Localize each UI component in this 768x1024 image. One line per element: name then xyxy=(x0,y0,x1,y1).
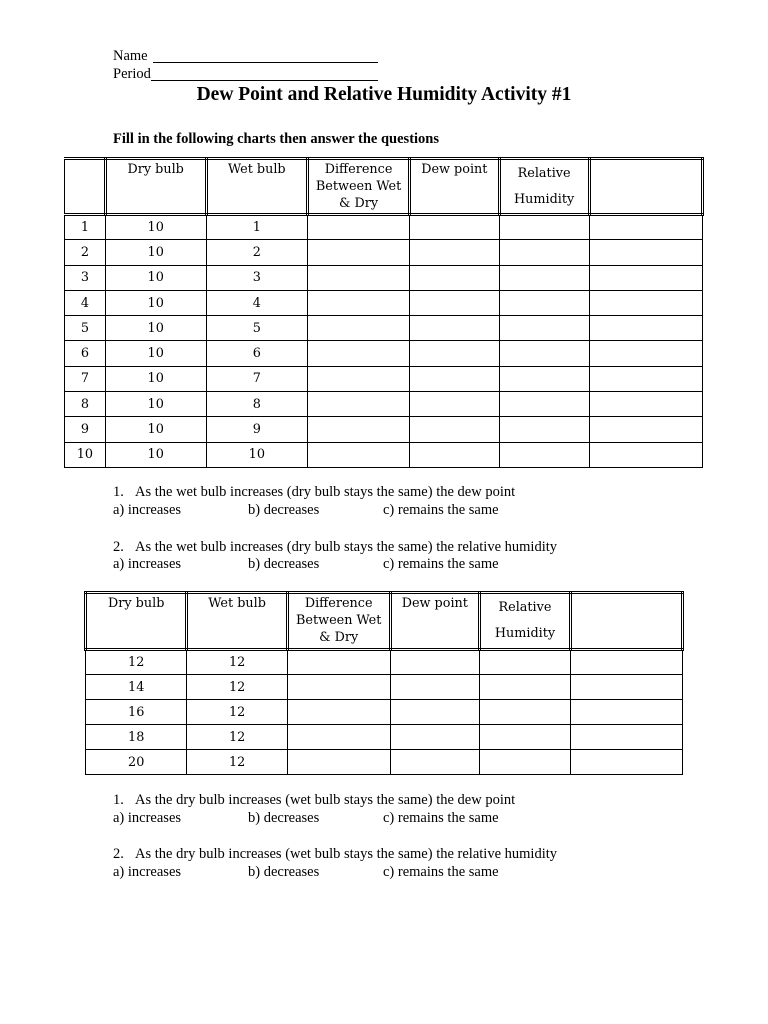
blank-answer-cell[interactable] xyxy=(480,750,571,775)
table-row xyxy=(86,700,683,725)
blank-answer-cell[interactable] xyxy=(308,316,410,341)
table-row xyxy=(86,750,683,775)
table-row xyxy=(65,240,703,265)
blank-answer-cell[interactable] xyxy=(589,240,702,265)
dew-point-header: Dew point xyxy=(390,593,480,650)
dry-bulb-cell: 10 xyxy=(105,366,206,391)
option-c[interactable]: c) remains the same xyxy=(383,502,499,518)
wet-bulb-cell: 12 xyxy=(187,675,287,700)
question-text: As the wet bulb increases (dry bulb stays the same) the dew point xyxy=(135,484,516,500)
table-row xyxy=(65,417,703,442)
blank-answer-cell[interactable] xyxy=(308,417,410,442)
period-blank-line xyxy=(151,80,378,81)
blank-answer-cell[interactable] xyxy=(409,442,499,467)
blank-answer-cell[interactable] xyxy=(499,442,589,467)
option-b[interactable]: b) decreases xyxy=(248,810,320,826)
wet-bulb-cell: 9 xyxy=(206,417,308,442)
difference-header: Difference Between Wet & Dry xyxy=(287,593,390,650)
table-row xyxy=(65,316,703,341)
option-c[interactable]: c) remains the same xyxy=(383,864,499,880)
dry-bulb-cell: 14 xyxy=(86,675,187,700)
blank-answer-cell[interactable] xyxy=(570,750,682,775)
dry-bulb-data-table xyxy=(84,591,684,775)
blank-answer-cell[interactable] xyxy=(409,290,499,315)
blank-answer-cell[interactable] xyxy=(589,215,702,240)
name-field-row xyxy=(113,48,148,64)
question-text: As the dry bulb increases (wet bulb stays the same) the dew point xyxy=(135,792,516,808)
blank-answer-cell[interactable] xyxy=(409,366,499,391)
wet-bulb-cell: 6 xyxy=(206,341,308,366)
dry-bulb-cell: 10 xyxy=(105,290,206,315)
dry-bulb-cell: 18 xyxy=(86,725,187,750)
blank-answer-cell[interactable] xyxy=(409,341,499,366)
wet-bulb-cell: 8 xyxy=(206,392,308,417)
blank-answer-cell[interactable] xyxy=(308,341,410,366)
row-number-cell: 10 xyxy=(65,442,106,467)
option-b[interactable]: b) decreases xyxy=(248,864,320,880)
row-number-cell: 3 xyxy=(65,265,106,290)
blank-answer-cell[interactable] xyxy=(287,675,390,700)
blank-answer-cell[interactable] xyxy=(390,700,480,725)
period-field-row xyxy=(113,66,151,82)
blank-answer-cell[interactable] xyxy=(308,240,410,265)
blank-answer-cell[interactable] xyxy=(409,316,499,341)
blank-answer-cell[interactable] xyxy=(409,392,499,417)
row-number-cell: 8 xyxy=(65,392,106,417)
blank-answer-cell[interactable] xyxy=(499,341,589,366)
wet-bulb-cell: 12 xyxy=(187,750,287,775)
blank-answer-cell[interactable] xyxy=(308,290,410,315)
option-b[interactable]: b) decreases xyxy=(248,502,320,518)
blank-answer-cell[interactable] xyxy=(480,700,571,725)
table-row xyxy=(86,650,683,675)
wet-bulb-cell: 10 xyxy=(206,442,308,467)
dry-bulb-cell: 10 xyxy=(105,240,206,265)
wet-bulb-header: Wet bulb xyxy=(187,593,287,650)
dry-bulb-cell: 10 xyxy=(105,265,206,290)
dry-bulb-cell: 10 xyxy=(105,442,206,467)
row-number-cell: 9 xyxy=(65,417,106,442)
blank-answer-cell[interactable] xyxy=(589,442,702,467)
dry-bulb-cell: 10 xyxy=(105,316,206,341)
row-number-cell: 2 xyxy=(65,240,106,265)
blank-answer-cell[interactable] xyxy=(499,316,589,341)
table-row xyxy=(65,392,703,417)
blank-answer-cell[interactable] xyxy=(480,650,571,675)
blank-answer-cell[interactable] xyxy=(308,442,410,467)
blank-answer-cell[interactable] xyxy=(287,750,390,775)
table-row xyxy=(65,290,703,315)
wet-bulb-cell: 4 xyxy=(206,290,308,315)
question-number: 2. xyxy=(113,846,124,862)
blank-answer-cell[interactable] xyxy=(589,265,702,290)
dry-bulb-cell: 16 xyxy=(86,700,187,725)
blank-answer-cell[interactable] xyxy=(308,366,410,391)
table-row xyxy=(65,366,703,391)
blank-answer-cell[interactable] xyxy=(499,392,589,417)
blank-answer-cell[interactable] xyxy=(499,417,589,442)
question-2a xyxy=(113,539,557,556)
dry-bulb-cell: 20 xyxy=(86,750,187,775)
extra-header xyxy=(570,593,682,650)
question-2b xyxy=(113,846,557,863)
relative-humidity-header-label: Relative Humidity xyxy=(494,600,556,641)
blank-answer-cell[interactable] xyxy=(589,392,702,417)
question-text: As the dry bulb increases (wet bulb stays the same) the relative humidity xyxy=(135,846,558,862)
blank-answer-cell[interactable] xyxy=(589,417,702,442)
dry-bulb-cell: 10 xyxy=(105,341,206,366)
option-a[interactable]: a) increases xyxy=(113,502,182,518)
blank-answer-cell[interactable] xyxy=(390,675,480,700)
blank-answer-cell[interactable] xyxy=(570,725,682,750)
dry-bulb-cell: 10 xyxy=(105,417,206,442)
blank-answer-cell[interactable] xyxy=(499,366,589,391)
blank-answer-cell[interactable] xyxy=(570,700,682,725)
blank-answer-cell[interactable] xyxy=(499,290,589,315)
row-number-cell: 5 xyxy=(65,316,106,341)
relative-humidity-header-label: Relative Humidity xyxy=(513,166,575,207)
blank-answer-cell[interactable] xyxy=(409,265,499,290)
blank-answer-cell[interactable] xyxy=(570,650,682,675)
name-blank-line xyxy=(153,62,378,63)
question-number: 2. xyxy=(113,539,124,555)
blank-answer-cell[interactable] xyxy=(589,290,702,315)
page-title xyxy=(0,84,768,106)
question-1b xyxy=(113,792,515,809)
instructions: Fill in the following charts then answer the questions xyxy=(113,131,440,147)
wet-bulb-cell: 7 xyxy=(206,366,308,391)
blank-answer-cell[interactable] xyxy=(589,366,702,391)
name-label: Name xyxy=(113,48,148,64)
wet-bulb-cell: 12 xyxy=(187,650,287,675)
option-a[interactable]: a) increases xyxy=(113,810,182,826)
row-number-cell: 1 xyxy=(65,215,106,240)
blank-answer-cell[interactable] xyxy=(390,750,480,775)
wet-bulb-cell: 12 xyxy=(187,725,287,750)
blank-answer-cell[interactable] xyxy=(287,725,390,750)
blank-answer-cell[interactable] xyxy=(287,700,390,725)
blank-answer-cell[interactable] xyxy=(409,417,499,442)
blank-answer-cell[interactable] xyxy=(589,341,702,366)
table-row xyxy=(65,215,703,240)
relative-humidity-header xyxy=(480,593,571,650)
extra-header xyxy=(589,159,702,215)
question-1a xyxy=(113,484,515,501)
row-number-header xyxy=(65,159,106,215)
blank-answer-cell[interactable] xyxy=(308,215,410,240)
dry-bulb-cell: 10 xyxy=(105,392,206,417)
option-a[interactable]: a) increases xyxy=(113,556,182,572)
option-a[interactable]: a) increases xyxy=(113,864,182,880)
blank-answer-cell[interactable] xyxy=(480,675,571,700)
relative-humidity-header xyxy=(499,159,589,215)
option-c[interactable]: c) remains the same xyxy=(383,810,499,826)
question-text: As the wet bulb increases (dry bulb stays the same) the relative humidity xyxy=(135,539,558,555)
row-number-cell: 4 xyxy=(65,290,106,315)
wet-bulb-cell: 5 xyxy=(206,316,308,341)
question-number: 1. xyxy=(113,484,124,500)
table-row xyxy=(65,341,703,366)
wet-bulb-data-table xyxy=(64,157,704,468)
question-number: 1. xyxy=(113,792,124,808)
blank-answer-cell[interactable] xyxy=(308,392,410,417)
wet-bulb-cell: 1 xyxy=(206,215,308,240)
table-header-row xyxy=(65,159,703,215)
dry-bulb-cell: 12 xyxy=(86,650,187,675)
page-title-text: Dew Point and Relative Humidity Activity #1 xyxy=(196,84,572,105)
blank-answer-cell[interactable] xyxy=(499,215,589,240)
table-header-row xyxy=(86,593,683,650)
blank-answer-cell[interactable] xyxy=(390,650,480,675)
option-b[interactable]: b) decreases xyxy=(248,556,320,572)
row-number-cell: 6 xyxy=(65,341,106,366)
blank-answer-cell[interactable] xyxy=(308,265,410,290)
blank-answer-cell[interactable] xyxy=(480,725,571,750)
wet-bulb-header: Wet bulb xyxy=(206,159,308,215)
table-row xyxy=(86,725,683,750)
blank-answer-cell[interactable] xyxy=(287,650,390,675)
table-row xyxy=(65,442,703,467)
difference-header: Difference Between Wet & Dry xyxy=(308,159,410,215)
wet-bulb-cell: 3 xyxy=(206,265,308,290)
table-row xyxy=(65,265,703,290)
dry-bulb-header: Dry bulb xyxy=(105,159,206,215)
dew-point-header: Dew point xyxy=(409,159,499,215)
dry-bulb-cell: 10 xyxy=(105,215,206,240)
table-row xyxy=(86,675,683,700)
blank-answer-cell[interactable] xyxy=(589,316,702,341)
blank-answer-cell[interactable] xyxy=(409,240,499,265)
blank-answer-cell[interactable] xyxy=(499,265,589,290)
blank-answer-cell[interactable] xyxy=(409,215,499,240)
period-label: Period xyxy=(113,66,151,82)
wet-bulb-cell: 2 xyxy=(206,240,308,265)
dry-bulb-header: Dry bulb xyxy=(86,593,187,650)
wet-bulb-cell: 12 xyxy=(187,700,287,725)
blank-answer-cell[interactable] xyxy=(570,675,682,700)
blank-answer-cell[interactable] xyxy=(390,725,480,750)
row-number-cell: 7 xyxy=(65,366,106,391)
blank-answer-cell[interactable] xyxy=(499,240,589,265)
option-c[interactable]: c) remains the same xyxy=(383,556,499,572)
